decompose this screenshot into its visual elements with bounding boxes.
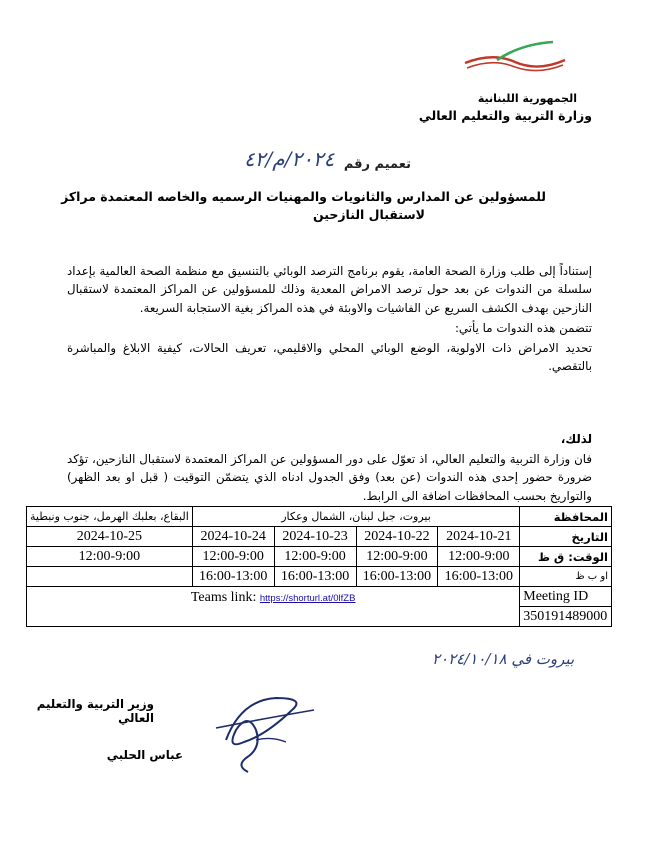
region-b-cell: البقاع، بعلبك الهرمل، جنوب ونبطية [27, 507, 193, 527]
teams-link[interactable]: https://shorturl.at/0lfZB [259, 593, 356, 604]
table-row [27, 567, 612, 587]
date-cell: 2024-10-22 [356, 527, 438, 547]
region-a-cell: بيروت، جبل لبنان، الشمال وعكار [192, 507, 520, 527]
time-header-sub: او ب ظ [520, 567, 612, 587]
time-cell: 12:00-9:00 [27, 547, 193, 567]
date-cell: 2024-10-25 [27, 527, 193, 547]
governorate-header: المحافظة [520, 507, 612, 527]
topics-list: تحديد الامراض ذات الاولوية، الوضع الوبائي المحلي والاقليمي، تعريف الحالات، كيفية الابلاغ والمباشرة بالتقصي. [67, 341, 592, 374]
body-paragraph-1: إستناداً إلى طلب وزارة الصحة العامة، يقوم برنامج الترصد الوبائي بالتنسيق مع منظمة الصحة العالمية بإعداد سلسلة من الندوات عن بعد حول ترصد الامراض المعدية وذلك للمسؤولين عن المراكز المعتمدة لاستقبال النازحين بهدف الكشف السريع عن الفاشيات والاوبئة في هذه المراكز بغية الاستجابة السريعة. [67, 264, 592, 315]
time-cell: 16:00-13:00 [274, 567, 356, 587]
meeting-id-label: Meeting ID [520, 587, 612, 607]
signatory-name: عباس الحلبي [106, 748, 183, 762]
circular-label: تعميم رقم [343, 157, 411, 172]
subject-line-2: لاستقبال النازحين [312, 207, 425, 222]
ministry-label: وزارة التربية والتعليم العالي [418, 108, 592, 123]
date-cell: 2024-10-21 [438, 527, 520, 547]
topics-intro: تتضمن هذه الندوات ما يأتي: [454, 321, 592, 335]
signatory-title: وزير التربية والتعليم العالي [36, 697, 154, 725]
therefore-label: لذلك، [560, 432, 592, 446]
date-cell: 2024-10-24 [192, 527, 274, 547]
schedule-table [26, 506, 612, 627]
time-cell: 12:00-9:00 [356, 547, 438, 567]
teams-label: Teams link: [190, 590, 257, 605]
time-cell: 12:00-9:00 [192, 547, 274, 567]
place-date: بيروت في ٢٠٢٤/١٠/١٨ [432, 650, 575, 668]
circular-number: ٢٠٢٤/م/٤٢ [244, 147, 335, 171]
subject-line-1: للمسؤولين عن المدارس والثانويات والمهنيات الرسميه والخاصه المعتمدة مراكز [61, 189, 546, 204]
table-row [27, 527, 612, 547]
table-row [27, 547, 612, 567]
teams-link-cell [27, 587, 520, 627]
time-cell: 16:00-13:00 [192, 567, 274, 587]
date-cell: 2024-10-23 [274, 527, 356, 547]
table-row [27, 507, 612, 527]
time-cell: 16:00-13:00 [356, 567, 438, 587]
table-row [27, 587, 612, 607]
meeting-id-value: 350191489000 [520, 607, 612, 627]
empty-cell [27, 567, 193, 587]
ministry-logo [463, 38, 567, 74]
time-header: الوقت: ق ظ [520, 547, 612, 567]
date-header: التاريخ [520, 527, 612, 547]
body-paragraph-2: فان وزارة التربية والتعليم العالي، اذ تعوّل على دور المسؤولين عن المراكز المعتمدة لاستقبال النازحين، تؤكد ضرورة حضور إحدى هذه الندوات (عن بعد) وفق الجدول ادناه الذي يتضمّن التوقيت ( قبل او بعد الظهر) والتواريخ بحسب المحافظات اضافة الى الرابط. [67, 452, 592, 503]
handwritten-signature [196, 680, 320, 775]
time-cell: 12:00-9:00 [438, 547, 520, 567]
republic-label: الجمهورية اللبنانية [477, 92, 577, 105]
time-cell: 16:00-13:00 [438, 567, 520, 587]
time-cell: 12:00-9:00 [274, 547, 356, 567]
